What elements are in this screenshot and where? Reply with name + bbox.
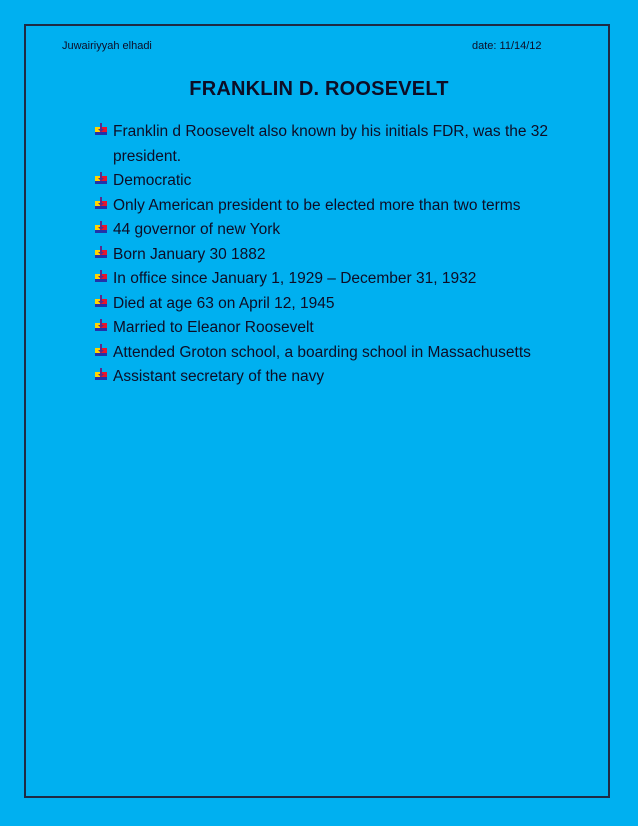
fact-text: Married to Eleanor Roosevelt xyxy=(113,319,314,336)
fact-text: Franklin d Roosevelt also known by his initials FDR, was the 32 president. xyxy=(113,123,549,165)
arrow-bullet-icon xyxy=(93,270,109,284)
arrow-bullet-icon xyxy=(93,221,109,235)
page-title: FRANKLIN D. ROOSEVELT xyxy=(189,78,449,100)
fact-text: Democratic xyxy=(113,172,192,189)
arrow-bullet-icon xyxy=(93,295,109,309)
arrow-bullet-icon xyxy=(93,368,109,382)
fact-list xyxy=(93,120,563,390)
list-item xyxy=(93,169,563,194)
fact-text: Born January 30 1882 xyxy=(113,245,266,263)
fact-text: Attended Groton school, a boarding school in Massachusetts xyxy=(113,343,531,361)
arrow-bullet-icon xyxy=(93,172,109,186)
list-item xyxy=(93,120,563,169)
arrow-bullet-icon xyxy=(93,246,109,260)
fact-text: 44 governor of new York xyxy=(113,221,281,238)
list-item xyxy=(93,316,563,341)
fact-text: Assistant secretary of the navy xyxy=(113,368,325,385)
list-item xyxy=(93,194,563,219)
fact-text: In office since January 1, 1929 – December 31, 1932 xyxy=(113,270,477,287)
arrow-bullet-icon xyxy=(93,197,109,211)
list-item xyxy=(93,341,563,366)
list-item xyxy=(93,365,563,390)
arrow-bullet-icon xyxy=(93,123,109,137)
fact-text: Only American president to be elected more than two terms xyxy=(113,196,521,214)
author-name: Juwairiyyah elhadi xyxy=(62,40,152,52)
arrow-bullet-icon xyxy=(93,344,109,358)
date-label: date: 11/14/12 xyxy=(472,40,542,52)
list-item xyxy=(93,267,563,292)
list-item xyxy=(93,292,563,317)
fact-text: Died at age 63 on April 12, 1945 xyxy=(113,294,335,312)
list-item xyxy=(93,218,563,243)
list-item xyxy=(93,243,563,268)
arrow-bullet-icon xyxy=(93,319,109,333)
